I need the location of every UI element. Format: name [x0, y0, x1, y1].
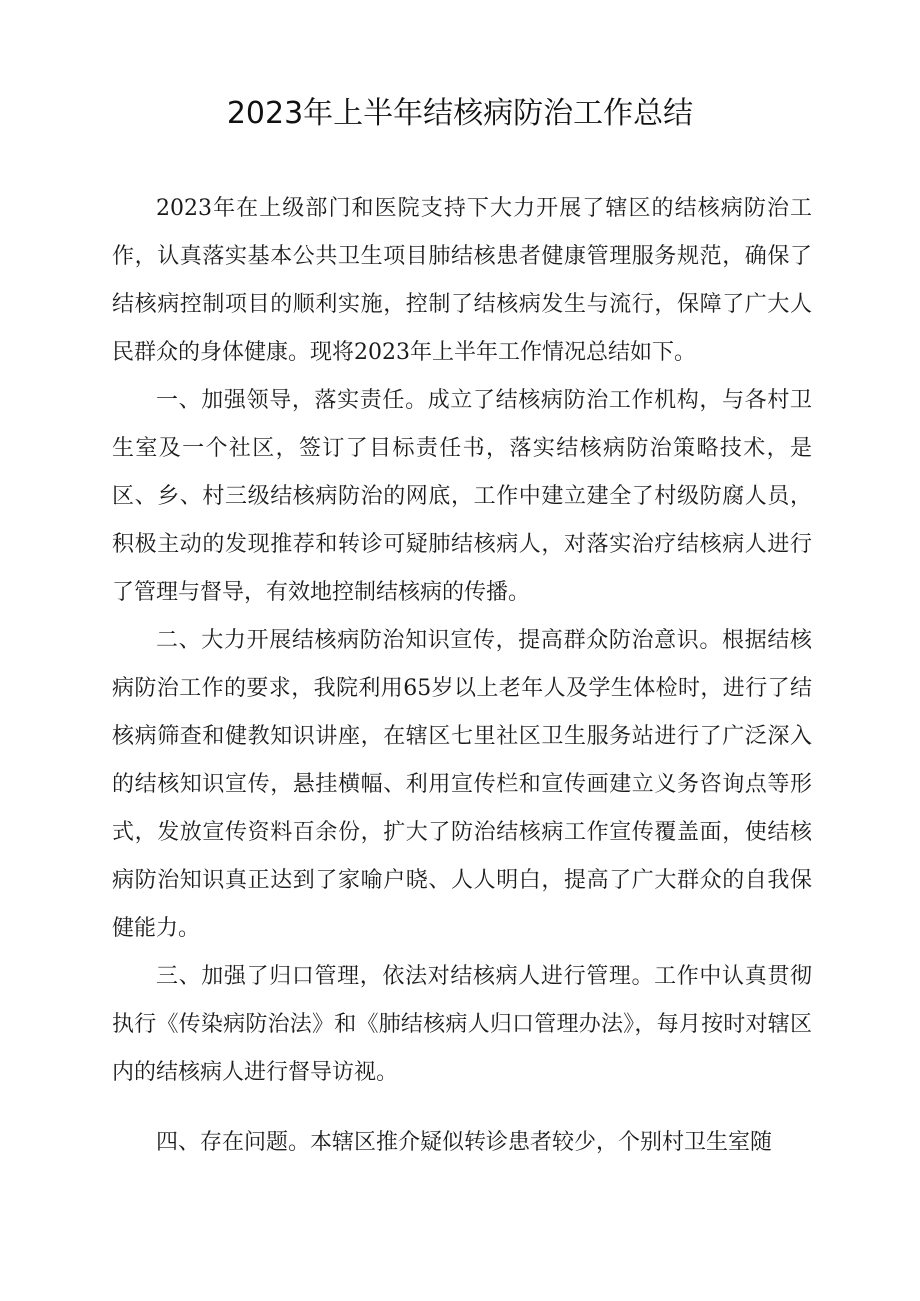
paragraph-text: 四、存在问题。本辖区推介疑似转诊患者较少，个别村卫生室随 — [156, 1130, 773, 1155]
paragraph-text: 二、大力开展结核病防治知识宣传，提高群众防治意识。根据结核病防治工作的要求，我院利用65岁以上老年人及学生体检时，进行了结核病筛查和健教知识讲座，在辖区七里社区卫生服务站进行了广泛深入的结核知识宣传，悬挂横幅、利用宣传栏和宣传画建立义务咨询点等形式，发放宣传资料百余份，扩大了防治结核病工作宣传覆盖面，使结核病防治知识真正达到了家喻户晓、人人明白，提高了广大群众的自我保健能力。 — [112, 628, 812, 941]
document-title: 2023年上半年结核病防治工作总结 — [226, 96, 694, 131]
paragraph-intro — [112, 185, 812, 377]
paragraph-section-1 — [112, 377, 812, 617]
paragraph-section-4 — [112, 1119, 812, 1167]
paragraph-text: 2023年在上级部门和医院支持下大力开展了辖区的结核病防治工作，认真落实基本公共卫生项目肺结核患者健康管理服务规范，确保了结核病控制项目的顺利实施，控制了结核病发生与流行，保障了广大人民群众的身体健康。现将2023年上半年工作情况总结如下。 — [112, 196, 812, 365]
paragraph-section-2 — [112, 617, 812, 953]
paragraph-section-3 — [112, 953, 812, 1097]
paragraph-text: 三、加强了归口管理，依法对结核病人进行管理。工作中认真贯彻执行《传染病防治法》和《肺结核病人归口管理办法》，每月按时对辖区内的结核病人进行督导访视。 — [112, 964, 812, 1085]
paragraph-text: 一、加强领导，落实责任。成立了结核病防治工作机构，与各村卫生室及一个社区，签订了目标责任书，落实结核病防治策略技术，是区、乡、村三级结核病防治的网底，工作中建立建全了村级防腐人员，积极主动的发现推荐和转诊可疑肺结核病人，对落实治疗结核病人进行了管理与督导，有效地控制结核病的传播。 — [112, 388, 812, 605]
